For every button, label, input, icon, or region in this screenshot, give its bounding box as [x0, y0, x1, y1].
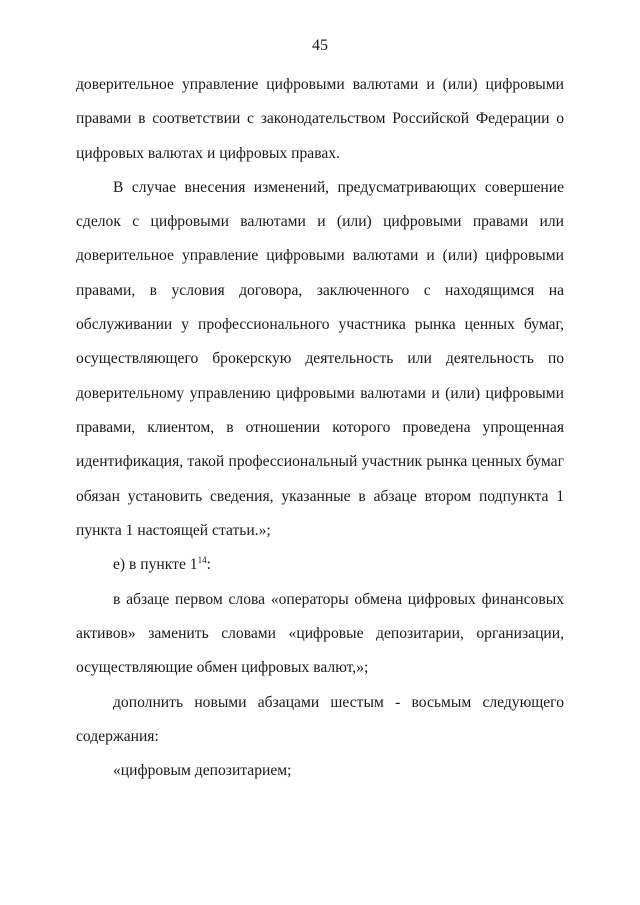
text-line: обязан установить сведения, указанные в абзаце втором подпункта 1	[76, 488, 564, 505]
subpoint-text: е) в пункте 1	[113, 556, 198, 573]
text-line: идентификация, такой профессиональный участник рынка ценных бумаг	[76, 453, 564, 470]
text-line: дополнить новыми абзацами шестым - восьмым следующего	[113, 694, 564, 711]
text-line: правами в соответствии с законодательством Российской Федерации о	[76, 110, 564, 127]
text-line: В случае внесения изменений, предусматривающих совершение	[113, 179, 564, 196]
text-line: обслуживании у профессионального участника рынка ценных бумаг,	[76, 316, 564, 333]
text-line: цифровых валютах и цифровых правах.	[76, 145, 340, 162]
page-number: 45	[312, 37, 328, 54]
text-line: сделок с цифровыми валютами и (или) цифровыми правами или	[76, 213, 564, 230]
text-line: пункта 1 настоящей статьи.»;	[76, 522, 271, 539]
superscript: 14	[197, 554, 207, 565]
text-line: доверительное управление цифровыми валютами и (или) цифровыми	[76, 247, 564, 264]
text-line: доверительному управлению цифровыми валютами и (или) цифровыми	[76, 385, 564, 402]
text-line: активов» заменить словами «цифровые депозитарии, организации,	[76, 625, 564, 642]
subpoint-heading	[113, 555, 564, 575]
text-line: правами, клиентом, в отношении которого проведена упрощенная	[76, 419, 564, 436]
text-line: содержания:	[76, 728, 159, 745]
text-line: осуществляющие обмен цифровых валют,»;	[76, 659, 369, 676]
text-line: «цифровым депозитарием;	[113, 762, 292, 779]
text-line: осуществляющего брокерскую деятельность или деятельность по	[76, 350, 564, 367]
subpoint-colon: :	[206, 556, 211, 573]
text-line: в абзаце первом слова «операторы обмена цифровых финансовых	[113, 591, 564, 608]
text-line: доверительное управление цифровыми валютами и (или) цифровыми	[76, 76, 564, 93]
text-line: правами, в условия договора, заключенного с находящимся на	[76, 282, 564, 299]
